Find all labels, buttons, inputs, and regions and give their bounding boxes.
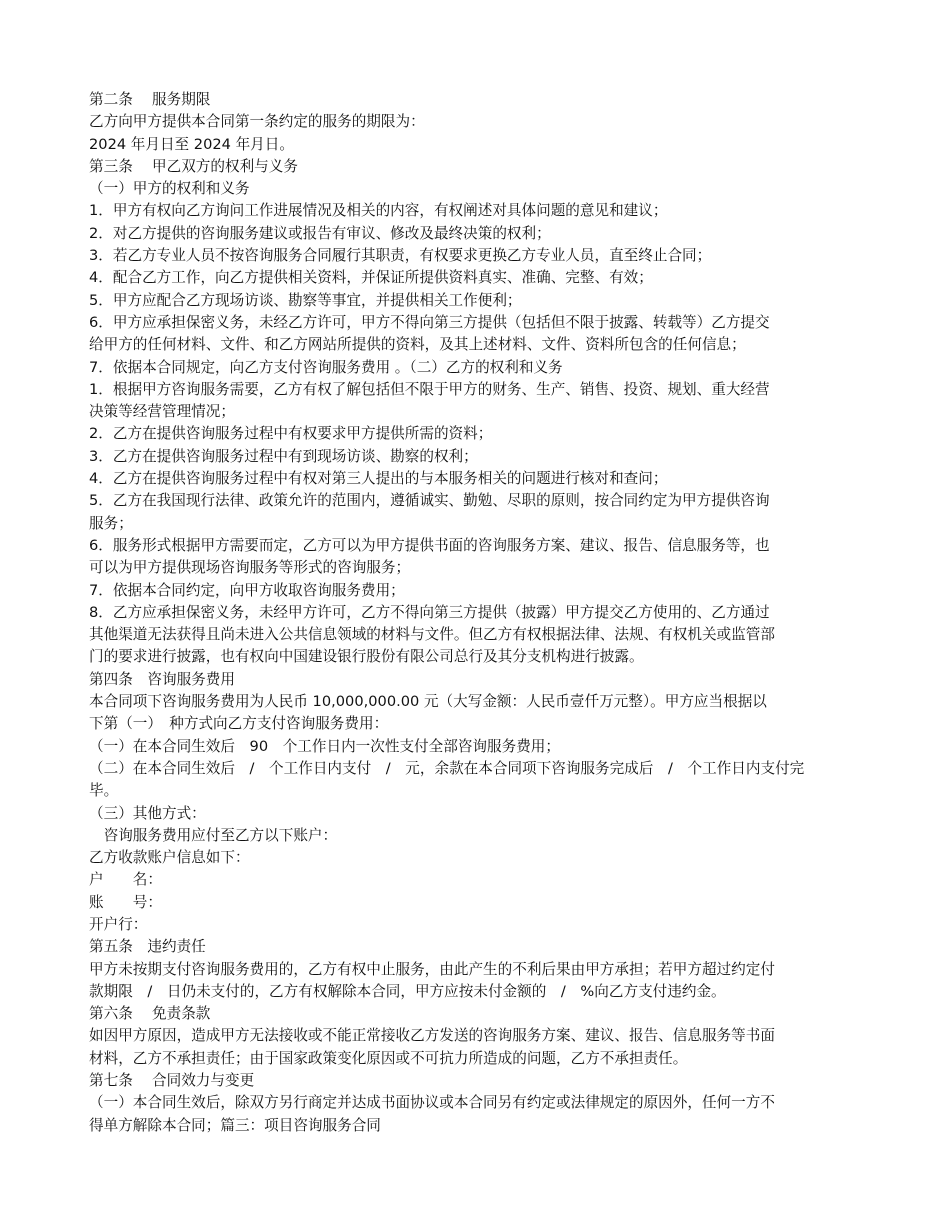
bank-label: 开户行：	[89, 915, 148, 933]
paragraph-line: 如因甲方原因，造成甲方无法接收或不能正常接收乙方发送的咨询服务方案、建议、报告、信息服务等书面	[89, 1027, 775, 1045]
account-name-label: 户 名：	[89, 871, 162, 889]
paragraph-line: 4．乙方在提供咨询服务过程中有权对第三人提出的与本服务相关的问题进行核对和查问；	[89, 470, 668, 488]
paragraph-line: 3．乙方在提供咨询服务过程中有到现场访谈、勘察的权利；	[89, 447, 478, 465]
paragraph-line: 给甲方的任何材料、文件、和乙方网站所提供的资料，及其上述材料、文件、资料所包含的任何信息；	[89, 336, 746, 354]
paragraph-line: 乙方向甲方提供本合同第一条约定的服务的期限为：	[89, 113, 425, 131]
paragraph-line: 可以为甲方提供现场咨询服务等形式的咨询服务；	[89, 559, 411, 577]
paragraph-line: 4．配合乙方工作，向乙方提供相关资料，并保证所提供资料真实、准确、完整、有效；	[89, 269, 653, 287]
paragraph-line: （一）在本合同生效后 90 个工作日内一次性支付全部咨询服务费用；	[89, 737, 560, 755]
paragraph-line: 8．乙方应承担保密义务，未经甲方许可，乙方不得向第三方提供（披露）甲方提交乙方使用的、乙方通过	[89, 603, 770, 621]
paragraph-line: 6．服务形式根据甲方需要而定，乙方可以为甲方提供书面的咨询服务方案、建议、报告、信息服务等，也	[89, 536, 770, 554]
article-heading: 第四条 咨询服务费用	[89, 670, 235, 688]
paragraph-line: 门的要求进行披露，也有权向中国建设银行股份有限公司总行及其分支机构进行披露。	[89, 648, 644, 666]
contract-document	[89, 89, 864, 1137]
section-heading: （一）甲方的权利和义务	[89, 180, 250, 198]
article-heading: 第二条 服务期限	[89, 91, 211, 108]
paragraph-line: 本合同项下咨询服务费用为人民币 10,000,000.00 元（大写金额：人民币壹仟万元整）。甲方应当根据以	[89, 693, 767, 711]
article-heading: 第五条 违约责任	[89, 938, 206, 956]
article-heading: 第三条 甲乙双方的权利与义务	[89, 157, 298, 175]
paragraph-line: 毕。	[89, 782, 119, 800]
paragraph-line: 得单方解除本合同；篇三：项目咨询服务合同	[89, 1116, 381, 1134]
account-number-label: 账 号：	[89, 893, 162, 911]
paragraph-line: 乙方收款账户信息如下：	[89, 849, 250, 867]
paragraph-line: 甲方未按期支付咨询服务费用的，乙方有权中止服务，由此产生的不利后果由甲方承担；若甲方超过约定付	[89, 960, 775, 978]
paragraph-line: 下第（一） 种方式向乙方支付咨询服务费用：	[89, 715, 389, 733]
article-heading: 第六条 免责条款	[89, 1005, 211, 1023]
paragraph-line: 3．若乙方专业人员不按咨询服务合同履行其职责，有权要求更换乙方专业人员，直至终止合同；	[89, 247, 712, 265]
paragraph-line: （一）本合同生效后，除双方另行商定并达成书面协议或本合同另有约定或法律规定的原因外，任何一方不	[89, 1094, 775, 1112]
paragraph-line: （三）其他方式：	[89, 804, 206, 822]
paragraph-line: 材料，乙方不承担责任；由于国家政策变化原因或不可抗力所造成的问题，乙方不承担责任。	[89, 1049, 688, 1067]
paragraph-line: 6．甲方应承担保密义务，未经乙方许可，甲方不得向第三方提供（包括但不限于披露、转载等）乙方提交	[89, 313, 770, 331]
paragraph-line: 1．根据甲方咨询服务需要，乙方有权了解包括但不限于甲方的财务、生产、销售、投资、规划、重大经营	[89, 380, 770, 398]
paragraph-line: 7．依据本合同规定，向乙方支付咨询服务费用 。（二）乙方的权利和义务	[89, 358, 563, 376]
paragraph-line: 2．对乙方提供的咨询服务建议或报告有审议、修改及最终决策的权利；	[89, 224, 551, 242]
paragraph-line: 1．甲方有权向乙方询问工作进展情况及相关的内容，有权阐述对具体问题的意见和建议；	[89, 202, 668, 220]
paragraph-line: 决策等经营管理情况；	[89, 403, 235, 421]
paragraph-line: （二）在本合同生效后 / 个工作日内支付 / 元，余款在本合同项下咨询服务完成后 / 个工作日内支付完	[89, 759, 805, 777]
paragraph-line: 款期限 / 日仍未支付的，乙方有权解除本合同，甲方应按未付金额的 / %向乙方支付违约金。	[89, 982, 726, 1000]
article-heading: 第七条 合同效力与变更	[89, 1072, 255, 1090]
paragraph-line: 2024 年月日至 2024 年月日。	[89, 135, 294, 153]
paragraph-line: 5．甲方应配合乙方现场访谈、勘察等事宜，并提供相关工作便利；	[89, 291, 522, 309]
paragraph-line: 5．乙方在我国现行法律、政策允许的范围内，遵循诚实、勤勉、尽职的原则，按合同约定为甲方提供咨询	[89, 492, 770, 510]
paragraph-line: 7．依据本合同约定，向甲方收取咨询服务费用；	[89, 581, 405, 599]
paragraph-line: 2．乙方在提供咨询服务过程中有权要求甲方提供所需的资料；	[89, 425, 493, 443]
paragraph-line: 其他渠道无法获得且尚未进入公共信息领域的材料与文件。但乙方有权根据法律、法规、有权机关或监管部	[89, 626, 775, 644]
paragraph-line: 服务；	[89, 514, 133, 532]
paragraph-line: 咨询服务费用应付至乙方以下账户：	[89, 826, 338, 844]
